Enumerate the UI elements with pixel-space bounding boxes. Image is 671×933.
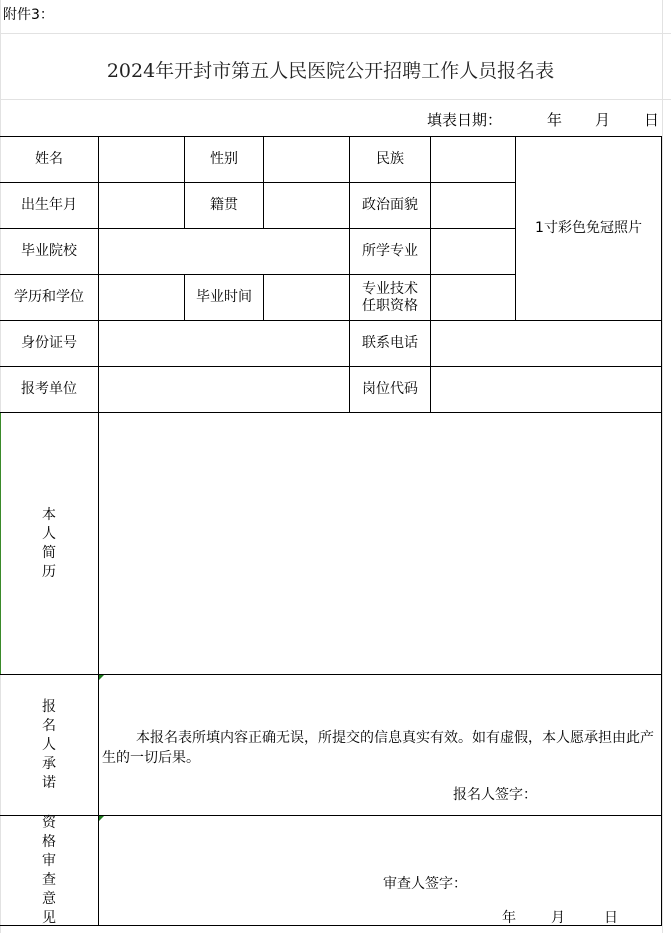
cell-comment-marker-icon xyxy=(99,816,104,821)
pledge-label-char: 人 xyxy=(42,736,56,753)
pledge-label xyxy=(0,675,98,815)
school-label: 毕业院校 xyxy=(21,243,77,259)
ethnicity-label: 民族 xyxy=(376,151,404,167)
political-status-field[interactable] xyxy=(431,183,515,228)
native-place-label: 籍贯 xyxy=(210,197,238,213)
qualification-label-line2: 任职资格 xyxy=(362,297,418,314)
fill-date-label: 填表日期： xyxy=(427,111,503,129)
fill-date-month: 月 xyxy=(595,111,611,129)
page-title: 2024年开封市第五人民医院公开招聘工作人员报名表 xyxy=(106,60,555,82)
resume-label xyxy=(0,413,98,674)
name-field[interactable] xyxy=(99,137,184,182)
political-status-label: 政治面貌 xyxy=(362,197,418,213)
resume-label-char: 简 xyxy=(42,544,56,561)
fill-date-year: 年 xyxy=(547,111,563,129)
birth-field[interactable] xyxy=(99,183,184,228)
attachment-label: 附件3： xyxy=(3,7,54,23)
qualification-field[interactable] xyxy=(431,275,515,320)
cell-comment-marker-icon xyxy=(99,675,104,680)
phone-field[interactable] xyxy=(431,321,661,366)
review-label-char: 格 xyxy=(42,833,56,850)
name-label: 姓名 xyxy=(35,151,63,167)
unit-label: 报考单位 xyxy=(21,381,77,397)
review-label-char: 见 xyxy=(42,909,56,926)
id-label: 身份证号 xyxy=(21,335,77,351)
pledge-label-char: 名 xyxy=(42,717,56,734)
review-label-char: 资 xyxy=(42,814,56,831)
unit-field[interactable] xyxy=(99,367,349,412)
pledge-text xyxy=(102,728,660,768)
grad-time-field[interactable] xyxy=(264,275,349,320)
pledge-label-char: 报 xyxy=(42,698,56,715)
id-field[interactable] xyxy=(99,321,349,366)
gender-field[interactable] xyxy=(264,137,349,182)
birth-label: 出生年月 xyxy=(21,197,77,213)
review-label-char: 审 xyxy=(42,852,56,869)
school-field[interactable] xyxy=(99,229,349,274)
native-place-field[interactable] xyxy=(264,183,349,228)
resume-label-char: 人 xyxy=(42,525,56,542)
pledge-label-char: 诺 xyxy=(42,774,56,791)
review-label xyxy=(0,816,98,925)
fill-date-day: 日 xyxy=(644,111,660,129)
post-code-field[interactable] xyxy=(431,367,661,412)
ethnicity-field[interactable] xyxy=(431,137,515,182)
photo-placeholder[interactable]: 1寸彩色免冠照片 xyxy=(535,220,642,236)
qualification-label-line1: 专业技术 xyxy=(362,280,418,297)
resume-label-char: 历 xyxy=(42,563,56,580)
degree-label: 学历和学位 xyxy=(14,289,84,305)
review-date-month: 月 xyxy=(551,910,565,926)
gender-label: 性别 xyxy=(210,151,238,167)
phone-label: 联系电话 xyxy=(362,335,418,351)
review-label-char: 意 xyxy=(42,890,56,907)
review-label-char: 查 xyxy=(42,871,56,888)
reviewer-signature-label: 审查人签字： xyxy=(383,876,467,892)
pledge-text-content: 本报名表所填内容正确无误，所提交的信息真实有效。如有虚假，本人愿承担由此产生的一切后果。 xyxy=(102,730,654,766)
resume-label-char: 本 xyxy=(42,506,56,523)
applicant-signature-label: 报名人签字： xyxy=(453,787,537,803)
grad-time-label: 毕业时间 xyxy=(196,289,252,305)
pledge-label-char: 承 xyxy=(42,755,56,772)
degree-field[interactable] xyxy=(99,275,184,320)
review-date-year: 年 xyxy=(502,910,516,926)
review-date-day: 日 xyxy=(604,910,618,926)
resume-field[interactable] xyxy=(99,413,661,674)
major-field[interactable] xyxy=(431,229,515,274)
post-code-label: 岗位代码 xyxy=(362,381,418,397)
major-label: 所学专业 xyxy=(362,243,418,259)
qualification-label xyxy=(350,275,430,320)
